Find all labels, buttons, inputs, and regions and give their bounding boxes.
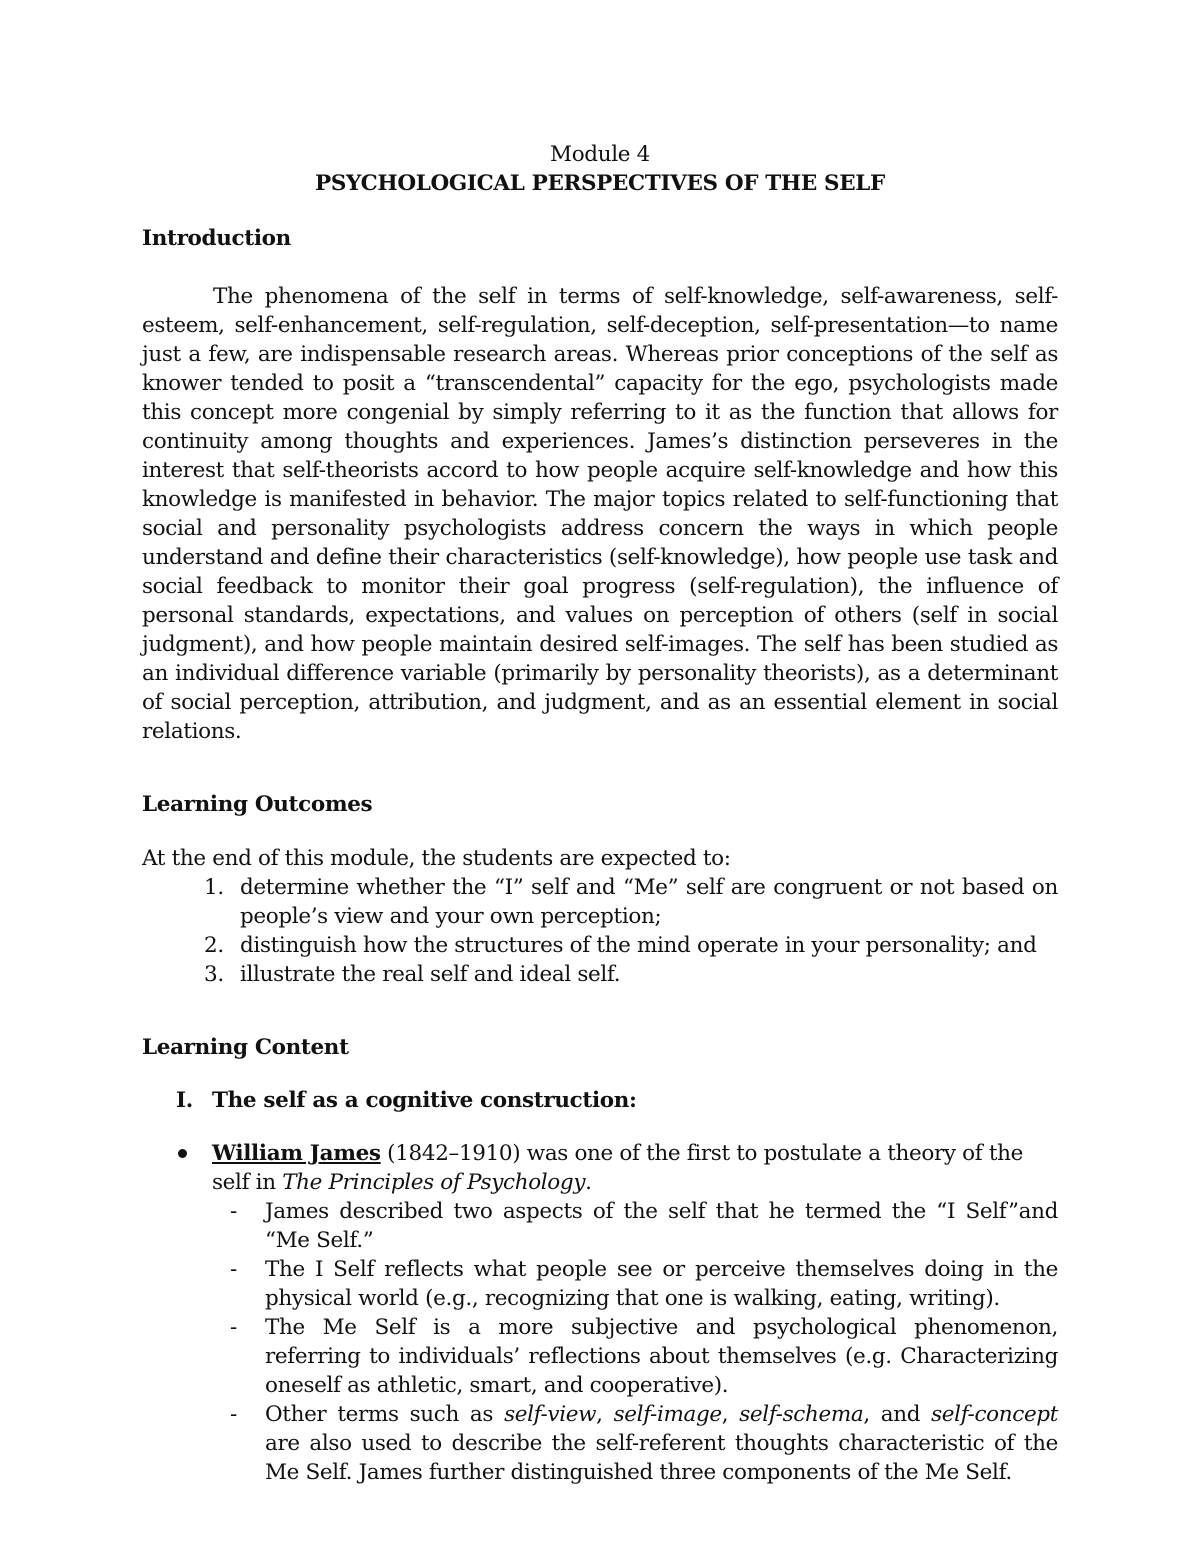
dash-item-text: James described two aspects of the self that he termed the “I Self”and “Me Self.” xyxy=(265,1199,1058,1253)
bullet-icon xyxy=(178,1149,187,1158)
list-number: 2. xyxy=(204,933,224,958)
term-self-concept: self-concept xyxy=(931,1402,1059,1427)
dash-list xyxy=(142,1197,1058,1487)
dash-item xyxy=(142,1255,1058,1313)
text-run: , xyxy=(721,1402,740,1427)
bullet-item xyxy=(142,1139,1058,1197)
text-run: are also used to describe the self-referent thoughts characteristic of the Me Self. James further distinguished three components of the Me Self. xyxy=(265,1431,1058,1485)
dash-item xyxy=(142,1400,1058,1487)
module-label: Module 4 xyxy=(550,142,650,167)
term-self-schema: self-schema xyxy=(739,1402,864,1427)
list-item xyxy=(142,960,1058,989)
dash-icon: - xyxy=(230,1315,237,1340)
dash-item xyxy=(142,1313,1058,1400)
term-self-view: self-view xyxy=(504,1402,597,1427)
section-title: The self as a cognitive construction: xyxy=(212,1088,637,1113)
document-page xyxy=(142,140,1058,1487)
list-item-text: determine whether the “I” self and “Me” self are congruent or not based on people’s view and your own perception; xyxy=(240,875,1058,929)
introduction-paragraph: The phenomena of the self in terms of self-knowledge, self-awareness, self-esteem, self-enhancement, self-regulation, self-deception, self-presentation—to name just a few, are indispensable research areas. Whereas prior conceptions of the self as knower tended to posit a “transcendental” capacity for the ego, psychologists made this concept more congenial by simply referring to it as the function that allows for continuity among thoughts and experiences. James’s distinction perseveres in the interest that self-theorists accord to how people acquire self-knowledge and how this knowledge is manifested in behavior. The major topics related to self-functioning that social and personality psychologists address concern the ways in which people understand and define their characteristics (self-knowledge), how people use task and social feedback to monitor their goal progress (self-regulation), the influence of personal standards, expectations, and values on perception of others (self in social judgment), and how people maintain desired self-images. The self has been studied as an individual difference variable (primarily by personality theorists), as a determinant of social perception, attribution, and judgment, and as an essential element in social relations. xyxy=(142,284,1058,744)
list-item xyxy=(142,873,1058,931)
text-run: , and xyxy=(863,1402,932,1427)
dash-icon: - xyxy=(230,1402,237,1427)
introduction-heading: Introduction xyxy=(142,226,291,251)
list-number: 3. xyxy=(204,962,224,987)
book-title: The Principles of Psychology xyxy=(282,1170,586,1195)
bullet-text: (1842–1910) was one of the first to postulate a theory of the self in xyxy=(212,1141,1024,1195)
list-item xyxy=(142,931,1058,960)
learning-outcomes-list xyxy=(142,873,1058,989)
person-name: William James xyxy=(212,1141,381,1166)
section-heading xyxy=(142,1086,1058,1115)
section-number: I. xyxy=(176,1088,193,1113)
term-self-image: self-image xyxy=(613,1402,722,1427)
dash-icon: - xyxy=(230,1257,237,1282)
text-run: Other terms such as xyxy=(265,1402,505,1427)
list-number: 1. xyxy=(204,875,224,900)
bullet-text-end: . xyxy=(585,1170,592,1195)
learning-content-heading: Learning Content xyxy=(142,1035,349,1060)
learning-outcomes-heading: Learning Outcomes xyxy=(142,792,373,817)
module-title: PSYCHOLOGICAL PERSPECTIVES OF THE SELF xyxy=(315,171,885,196)
dash-item xyxy=(142,1197,1058,1255)
dash-item-text xyxy=(265,1402,1058,1485)
text-run: , xyxy=(596,1402,614,1427)
learning-outcomes-lead: At the end of this module, the students are expected to: xyxy=(142,846,731,871)
dash-icon: - xyxy=(230,1199,237,1224)
list-item-text: distinguish how the structures of the mind operate in your personality; and xyxy=(240,933,1037,958)
dash-item-text: The Me Self is a more subjective and psychological phenomenon, referring to individuals’ reflections about themselves (e.g. Characterizing oneself as athletic, smart, and cooperative). xyxy=(265,1315,1058,1398)
list-item-text: illustrate the real self and ideal self. xyxy=(240,962,621,987)
dash-item-text: The I Self reflects what people see or perceive themselves doing in the physical world (e.g., recognizing that one is walking, eating, writing). xyxy=(265,1257,1058,1311)
